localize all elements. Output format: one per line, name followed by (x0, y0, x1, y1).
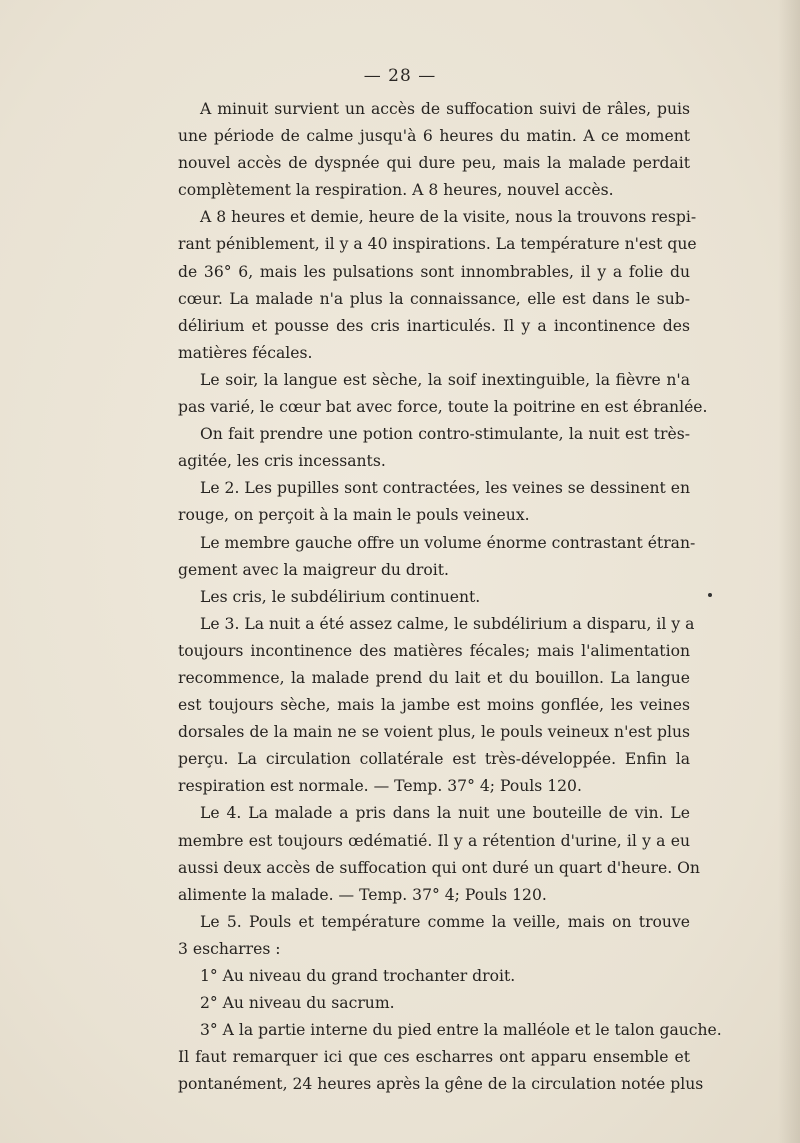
text-line: rant péniblement, il y a 40 inspirations. La température n'est que (178, 235, 697, 254)
text-line: Il faut remarquer ici que ces escharres ont apparu ensemble et (178, 1048, 690, 1067)
text-line: Le 3. La nuit a été assez calme, le subdélirium a disparu, il y a (200, 614, 695, 633)
text-line: cœur. La malade n'a plus la connaissance, elle est dans le sub- (178, 289, 690, 308)
text-line: Le 5. Pouls et température comme la veille, mais on trouve (200, 912, 690, 931)
page-edge-shadow (778, 0, 800, 1143)
text-line: A 8 heures et demie, heure de la visite, nous la trouvons respi- (200, 208, 697, 227)
text-line: 3 escharres : (178, 939, 281, 958)
text-line: 2° Au niveau du sacrum. (200, 994, 395, 1013)
body-text (178, 96, 722, 1098)
text-line: nouvel accès de dyspnée qui dure peu, mais la malade perdait (178, 154, 690, 173)
text-line: On fait prendre une potion contro-stimulante, la nuit est très- (200, 425, 690, 444)
text-line: rouge, on perçoit à la main le pouls veineux. (178, 506, 530, 525)
text-line: délirium et pousse des cris inarticulés. Il y a incontinence des (178, 316, 690, 335)
text-line: perçu. La circulation collatérale est très-développée. Enfin la (178, 750, 690, 769)
text-line: Les cris, le subdélirium continuent. (200, 587, 481, 606)
text-line: gement avec la maigreur du droit. (178, 560, 449, 579)
text-line: dorsales de la main ne se voient plus, le pouls veineux n'est plus (178, 723, 690, 742)
text-line: pas varié, le cœur bat avec force, toute la poitrine en est ébranlée. (178, 398, 708, 417)
text-line: Le soir, la langue est sèche, la soif inextinguible, la fièvre n'a (200, 370, 690, 389)
text-line: une période de calme jusqu'à 6 heures du matin. A ce moment (178, 127, 690, 146)
text-line: Le membre gauche offre un volume énorme contrastant étran- (200, 533, 696, 552)
text-line: matières fécales. (178, 343, 313, 362)
page-number: — 28 — (363, 66, 437, 86)
text-line: est toujours sèche, mais la jambe est moins gonflée, les veines (178, 696, 690, 715)
text-line: agitée, les cris incessants. (178, 452, 386, 471)
text-line: respiration est normale. — Temp. 37° 4; Pouls 120. (178, 777, 582, 796)
text-line: A minuit survient un accès de suffocation suivi de râles, puis (200, 100, 690, 118)
text-line: complètement la respiration. A 8 heures, nouvel accès. (178, 181, 614, 200)
text-line: Le 2. Les pupilles sont contractées, les veines se dessinent en (200, 479, 690, 498)
text-line: alimente la malade. — Temp. 37° 4; Pouls 120. (178, 885, 547, 904)
text-line: aussi deux accès de suffocation qui ont duré un quart d'heure. On (178, 858, 700, 877)
text-line: recommence, la malade prend du lait et du bouillon. La langue (178, 668, 690, 687)
text-line: 1° Au niveau du grand trochanter droit. (200, 967, 516, 985)
text-line: pontanément, 24 heures après la gêne de la circulation notée plus (178, 1075, 704, 1094)
text-line: membre est toujours œdématié. Il y a rétention d'urine, il y a eu (178, 831, 690, 850)
margin-mark (708, 593, 712, 597)
text-line: de 36° 6, mais les pulsations sont innombrables, il y a folie du (178, 262, 690, 281)
text-line: 3° A la partie interne du pied entre la malléole et le talon gauche. (200, 1021, 722, 1040)
text-line: Le 4. La malade a pris dans la nuit une bouteille de vin. Le (200, 804, 690, 823)
text-line: toujours incontinence des matières fécales; mais l'alimentation (178, 641, 690, 660)
